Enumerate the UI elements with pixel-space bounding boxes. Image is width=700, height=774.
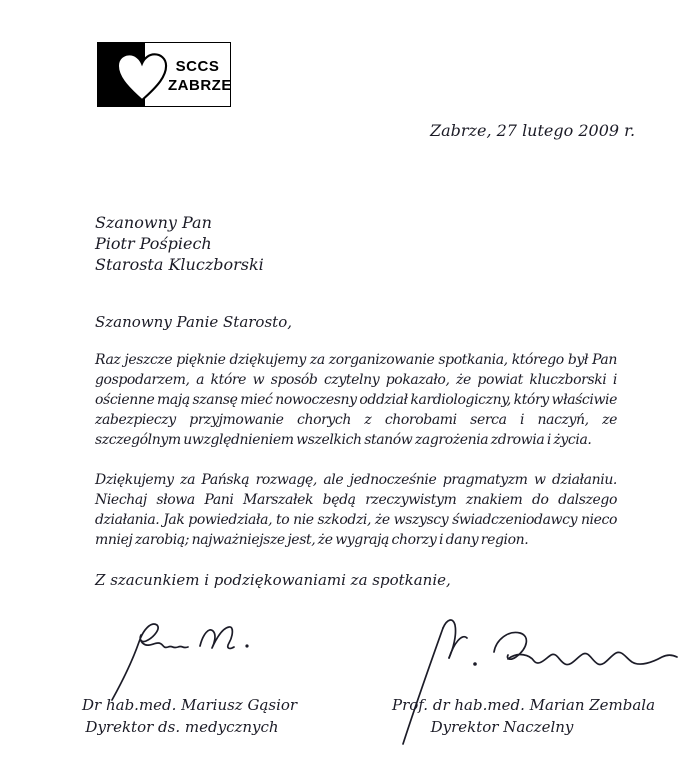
salutation: Szanowny Panie Starosto, — [95, 313, 292, 331]
signatory-name: Dr hab.med. Mariusz Gąsior — [82, 696, 298, 714]
recipient-line: Szanowny Pan — [95, 213, 212, 232]
paragraph-2: Dziękujemy za Pańską rozwagę, ale jednocześnie pragmatyzm w działaniu. Niechaj słowa Pani Marszałek będą rzeczywistym znakiem do dalszego działania. Jak powiedziała, to nie szkodzi, że wszyscy świadczeniodawcy nieco mniej zarobią; najważniejsze jest, że wygrają chorzy i dany region. — [95, 472, 617, 548]
signatory-right — [392, 694, 656, 738]
logo-org-short: SCCS — [175, 58, 220, 75]
recipient-line: Starosta Kluczborski — [95, 255, 264, 274]
signature-gasior-icon — [106, 616, 266, 704]
signatory-left — [82, 694, 298, 738]
signatory-name: Prof. dr hab.med. Marian Zembala — [392, 696, 656, 714]
logo-text — [168, 57, 232, 95]
signatory-title: Dyrektor Naczelny — [430, 718, 574, 736]
closing-line: Z szacunkiem i podziękowaniami za spotkanie, — [95, 571, 451, 589]
signatory-title: Dyrektor ds. medycznych — [85, 718, 279, 736]
heart-icon — [113, 51, 171, 103]
letter-body — [95, 212, 617, 591]
sccs-logo — [97, 42, 231, 107]
paragraph-1: Raz jeszcze pięknie dziękujemy za zorganizowanie spotkania, którego był Pan gospodarzem, a które w sposób czytelny pokazało, że powiat kluczborski i ościenne mają szansę mieć nowoczesny oddział kardiologiczny, który właściwie zabezpieczy przyjmowanie chorych z chorobami serca i naczyń, ze szczególnym uwzględnieniem wszelkich stanów zagrożenia zdrowia i życia. — [95, 352, 617, 448]
recipient-block — [95, 212, 617, 275]
date-line: Zabrze, 27 lutego 2009 r. — [430, 121, 636, 140]
recipient-line: Piotr Pośpiech — [95, 234, 212, 253]
logo-org-city: ZABRZE — [168, 77, 232, 94]
